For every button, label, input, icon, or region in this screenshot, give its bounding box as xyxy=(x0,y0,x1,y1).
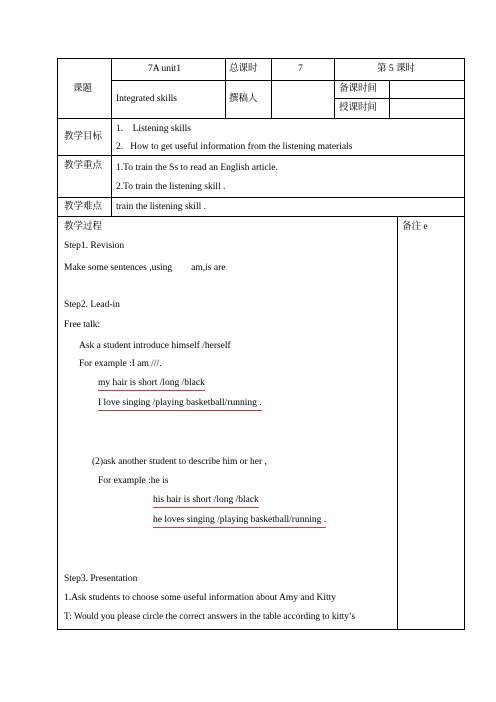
col-divider xyxy=(111,58,112,217)
goals-label: 教学目标 xyxy=(64,132,103,142)
process-label: 教学过程 xyxy=(64,222,103,232)
period-label: 第 5 课时 xyxy=(377,64,416,74)
author-label: 撰稿人 xyxy=(229,94,258,104)
key-point-item: 1.To train the Ss to read an English article. xyxy=(116,163,278,173)
teach-time-label: 授课时间 xyxy=(339,103,378,113)
example-line-underlined: my hair is short /long /black xyxy=(98,377,205,391)
lesson-label: 课题 xyxy=(73,84,93,94)
process-line: Free talk: xyxy=(64,320,101,330)
difficulty-label: 教学难点 xyxy=(64,202,103,212)
col-divider xyxy=(225,58,226,119)
key-point-item: 2.To train the listening skill . xyxy=(116,182,226,192)
table-border-right xyxy=(464,58,465,630)
example-line-underlined: he loves singing /playing basketball/running . xyxy=(153,514,326,528)
notes-label: 备注 e xyxy=(402,222,428,232)
process-line: 1.Ask students to choose some useful information about Amy and Kitty xyxy=(64,593,337,603)
total-periods-value: 7 xyxy=(298,64,303,74)
process-line: Make some sentences ,using am,is are xyxy=(64,263,226,273)
prep-time-label: 备课时间 xyxy=(339,84,378,94)
col-divider xyxy=(334,58,335,119)
unit-value: 7A unit1 xyxy=(148,64,181,74)
table-border-bottom xyxy=(57,629,465,630)
step3-heading: Step3. Presentation xyxy=(64,574,138,584)
process-line: T: Would you please circle the correct answers in the table according to kitty’s xyxy=(64,612,356,622)
row-divider xyxy=(57,216,465,217)
row-divider xyxy=(111,80,465,81)
row-divider xyxy=(57,197,465,198)
step2-heading: Step2. Lead-in xyxy=(64,300,120,310)
process-line: For example :I am ///. xyxy=(79,359,162,369)
table-border-left xyxy=(57,58,58,630)
difficulty-text: train the listening skill . xyxy=(116,202,206,212)
row-divider xyxy=(334,98,465,99)
col-divider xyxy=(397,216,398,630)
goal-item: 2. How to get useful information from the listening materials xyxy=(116,142,353,152)
topic-value: Integrated skills xyxy=(116,94,177,104)
key-points-label: 教学重点 xyxy=(64,161,103,171)
table-border-top xyxy=(57,58,465,59)
example-line-underlined: his hair is short /long /black xyxy=(153,494,259,508)
col-divider xyxy=(271,58,272,119)
col-divider xyxy=(389,80,390,119)
row-divider xyxy=(57,118,465,119)
process-line: Ask a student introduce himself /herself xyxy=(79,341,231,351)
step1-heading: Step1. Revision xyxy=(64,241,125,251)
example-line-underlined: I love singing /playing basketball/running . xyxy=(98,397,262,411)
row-divider xyxy=(57,155,465,156)
total-periods-label: 总课时 xyxy=(229,64,258,74)
process-line: For example :he is xyxy=(98,476,169,486)
process-line: (2)ask another student to describe him or her , xyxy=(92,457,267,467)
goal-item: 1. Listening skills xyxy=(116,124,191,134)
